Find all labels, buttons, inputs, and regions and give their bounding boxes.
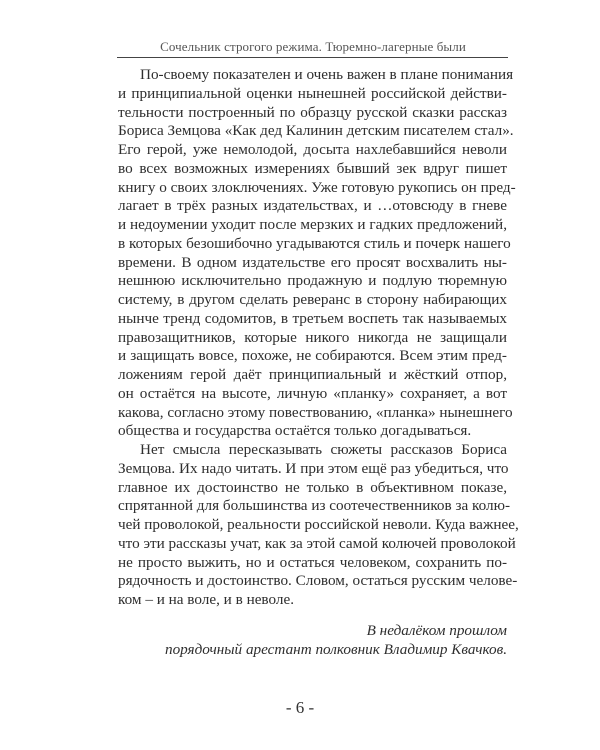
text-line: общества и государства остаётся только догадываться. [118, 422, 472, 440]
text-line: что эти рассказы учат, как за этой самой колючей проволокой [118, 534, 516, 552]
page-number: - 6 - [285, 698, 315, 717]
text-line: он остаётся на высоте, личную «планку» сохраняет, а вот [118, 384, 507, 402]
text-line: рядочность и достоинство. Словом, остаться русским челове- [118, 572, 518, 590]
text-line: в которых безошибочно угадываются стиль и почерк нашего [118, 234, 511, 252]
text-line: нынче тренд содомитов, в третьем воспеть так называемых [118, 309, 507, 327]
text-line: и недоумении уходит после мерзких и гадких предложений, [118, 216, 507, 233]
text-line: во всех возможных измерениях бывший зек вдруг пишет [118, 159, 507, 177]
text-line: Бориса Земцова «Как дед Калинин детским писателем стал». [118, 122, 514, 140]
text-line: По-своему показателен и очень важен в плане понимания [140, 66, 514, 83]
text-line: ложениям герой даёт принципиальный и жёсткий отпор, [118, 366, 507, 383]
text-line: тельности построенный по образцу русской сказки рассказ [118, 103, 507, 121]
text-line: не просто выжить, но и остаться человеком, сохранить по- [118, 553, 507, 571]
signature-line-2: порядочный арестант полковник Владимир Квачков. [164, 640, 507, 658]
text-line: правозащитников, которые никого никогда не защищали [118, 328, 507, 346]
text-line: нешнюю исключительно продажную и подлую тюремную [118, 272, 507, 290]
text-line: и принципиальной оценки нынешней российской действи- [118, 84, 507, 102]
text-line: времени. В одном издательстве его просят восхвалить ны- [118, 253, 507, 271]
running-header: Сочельник строгого режима. Тюремно-лагерные были [160, 39, 466, 54]
signature-line-1: В недалёком прошлом [366, 621, 507, 639]
header-rule [117, 57, 508, 58]
paragraph [118, 441, 519, 610]
text-line: книгу о своих злоключениях. Уже готовую рукопись он пред- [118, 178, 516, 196]
paragraph [118, 66, 516, 441]
text-line: Нет смысла пересказывать сюжеты рассказов Бориса [140, 441, 507, 458]
text-line: чей проволокой, реальности российской неволи. Куда важнее, [118, 516, 519, 533]
text-line: Его герой, уже немолодой, досыта нахлебавшийся неволи [118, 141, 507, 158]
text-line: спрятанной для большинства из соотечественников за колю- [118, 497, 511, 515]
text-line: Земцова. Их надо читать. И при этом ещё раз убедиться, что [118, 459, 509, 477]
text-line: главное их достоинство не только в объективном показе, [118, 478, 507, 496]
page-body [118, 66, 519, 659]
text-line: ком – и на воле, и в неволе. [118, 591, 295, 608]
text-line: систему, в другом сделать реверанс в сторону набирающих [118, 291, 507, 308]
paragraphs [118, 66, 519, 610]
text-line: лагает в трёх разных издательствах, и …отовсюду в гневе [118, 197, 507, 215]
text-line: какова, согласно этому повествованию, «планка» нынешнего [118, 403, 513, 421]
text-line: и защищать вовсе, похоже, не собираются. Всем этим пред- [118, 347, 507, 365]
